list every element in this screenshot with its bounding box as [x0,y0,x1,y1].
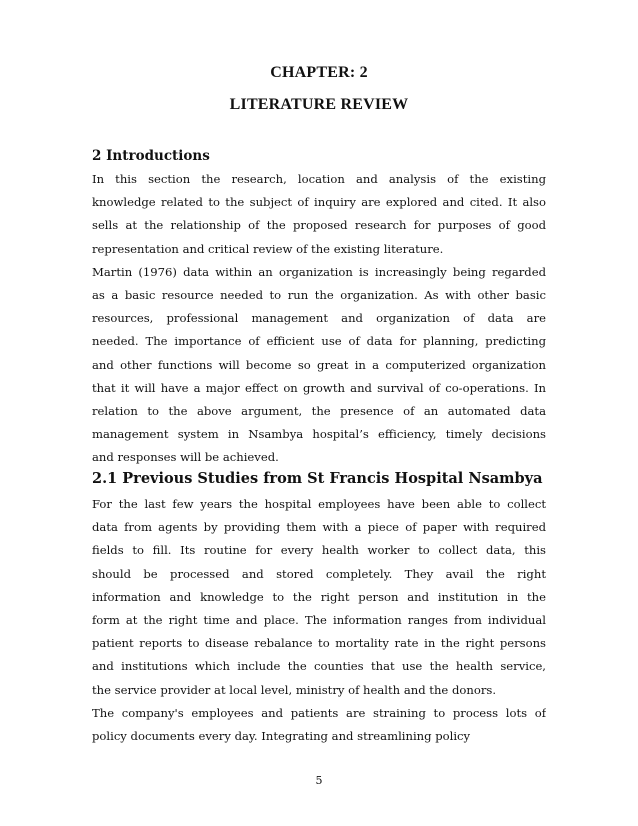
text-line: For the last few years the hospital employees have been able to collect [92,497,546,511]
text-line: resources, professional management and organization of data are [92,311,546,326]
text-line: should be processed and stored completely. They avail the right [92,566,546,581]
text-line: policy documents every day. Integrating and streamlining policy [92,728,471,743]
text-line: and institutions which include the counties that use the health service, [92,659,546,674]
text-line: representation and critical review of the existing literature. [92,241,444,256]
text-line: management system in Nsambya hospital’s efficiency, timely decisions [92,427,546,442]
text-line: knowledge related to the subject of inquiry are explored and cited. It also [92,195,546,210]
section-heading-previous-studies: 2.1 Previous Studies from St Francis Hospital Nsambya [92,470,543,487]
chapter-title: LITERATURE REVIEW [229,96,409,113]
text-line: the service provider at local level, ministry of health and the donors. [92,682,496,697]
page-number: 5 [315,774,323,787]
text-line: data from agents by providing them with a piece of paper with required [92,520,546,535]
chapter-heading: CHAPTER: 2 [270,64,368,81]
text-line: relation to the above argument, the presence of an automated data [92,403,546,418]
text-line: The company's employees and patients are straining to process lots of [92,705,546,720]
text-line: needed. The importance of efficient use of data for planning, predicting [92,334,546,349]
section-body-previous-studies [92,493,546,748]
text-line: Martin (1976) data within an organization is increasingly being regarded [92,264,546,279]
section-body-introductions [92,168,546,469]
text-line: and responses will be achieved. [92,450,279,465]
text-line: In this section the research, location and analysis of the existing [92,172,546,186]
text-line: information and knowledge to the right person and institution in the [92,589,546,604]
text-line: that it will have a major effect on growth and survival of co-operations. In [92,380,546,395]
text-line: form at the right time and place. The information ranges from individual [92,612,546,627]
section-heading-introductions: 2 Introductions [92,148,210,164]
text-line: and other functions will become so great in a computerized organization [92,357,546,372]
text-line: fields to fill. Its routine for every health worker to collect data, this [92,543,546,558]
text-line: sells at the relationship of the proposed research for purposes of good [92,218,546,233]
text-line: as a basic resource needed to run the organization. As with other basic [92,287,546,302]
text-line: patient reports to disease rebalance to mortality rate in the right persons [92,636,546,651]
